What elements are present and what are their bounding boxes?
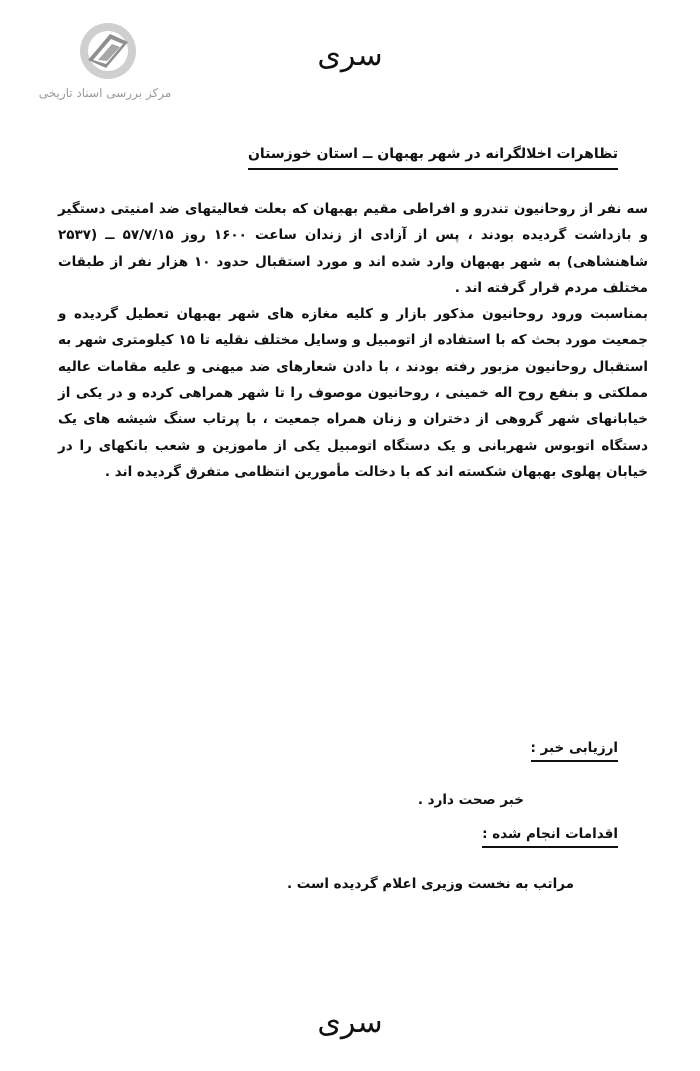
actions-value: مراتب به نخست وزیری اعلام گردیده است .	[286, 876, 574, 892]
archive-watermark-text: مرکز بررسی اسناد تاریخی	[38, 86, 172, 100]
assessment-label: ارزیابی خبر :	[531, 740, 618, 762]
body-paragraph-1: سه نفر از روحانیون تندرو و افراطی مقیم بهبهان که بعلت فعالیتهای ضد امنیتی دستگیر و بازداشت گردیده بودند ، پس از آزادی از زندان ساعت ۱۶۰۰ روز ۵۷/۷/۱۵ ــ (۲۵۳۷ شاهنشاهی) به شهر بهبهان وارد شده اند و مورد استقبال حدود ۱۰ هزار نفر از طبقات مختلف مردم قرار گرفته اند .	[58, 201, 648, 296]
assessment-value: خبر صحت دارد .	[417, 792, 524, 808]
document-title: تظاهرات اخلالگرانه در شهر بهبهان ــ استان خوزستان	[248, 146, 618, 170]
archive-logo-icon	[66, 20, 150, 82]
bottom-classification-mark: سری	[317, 1005, 383, 1040]
report-body	[58, 196, 648, 485]
body-paragraph-2: بمناسبت ورود روحانیون مذکور بازار و کلیه مغازه های شهر بهبهان تعطیل گردیده و جمعیت مورد بحث که با استفاده از اتومبیل و وسایل مختلف نقلیه تا ۱۵ کیلومتری شهر به استقبال روحانیون مزبور رفته بودند ، با دادن شعارهای ضد میهنی و علیه مقامات عالیه مملکتی و بنفع روح اله خمینی ، روحانیون موصوف را تا شهر همراهی کرده و در یکی از خیابانهای شهر گروهی از دختران و زنان همراه جمعیت ، با پرتاب سنگ شیشه های یک دستگاه اتوبوس شهربانی و یک دستگاه اتومبیل یکی از ماموزین و شعب بانکهای را در خیابان پهلوی بهبهان شکسته اند که با دخالت مأمورین انتظامی متفرق گردیده اند .	[58, 306, 648, 480]
archive-logo	[20, 20, 190, 110]
top-classification-mark: سری	[317, 38, 383, 73]
actions-label: اقدامات انجام شده :	[482, 826, 618, 848]
